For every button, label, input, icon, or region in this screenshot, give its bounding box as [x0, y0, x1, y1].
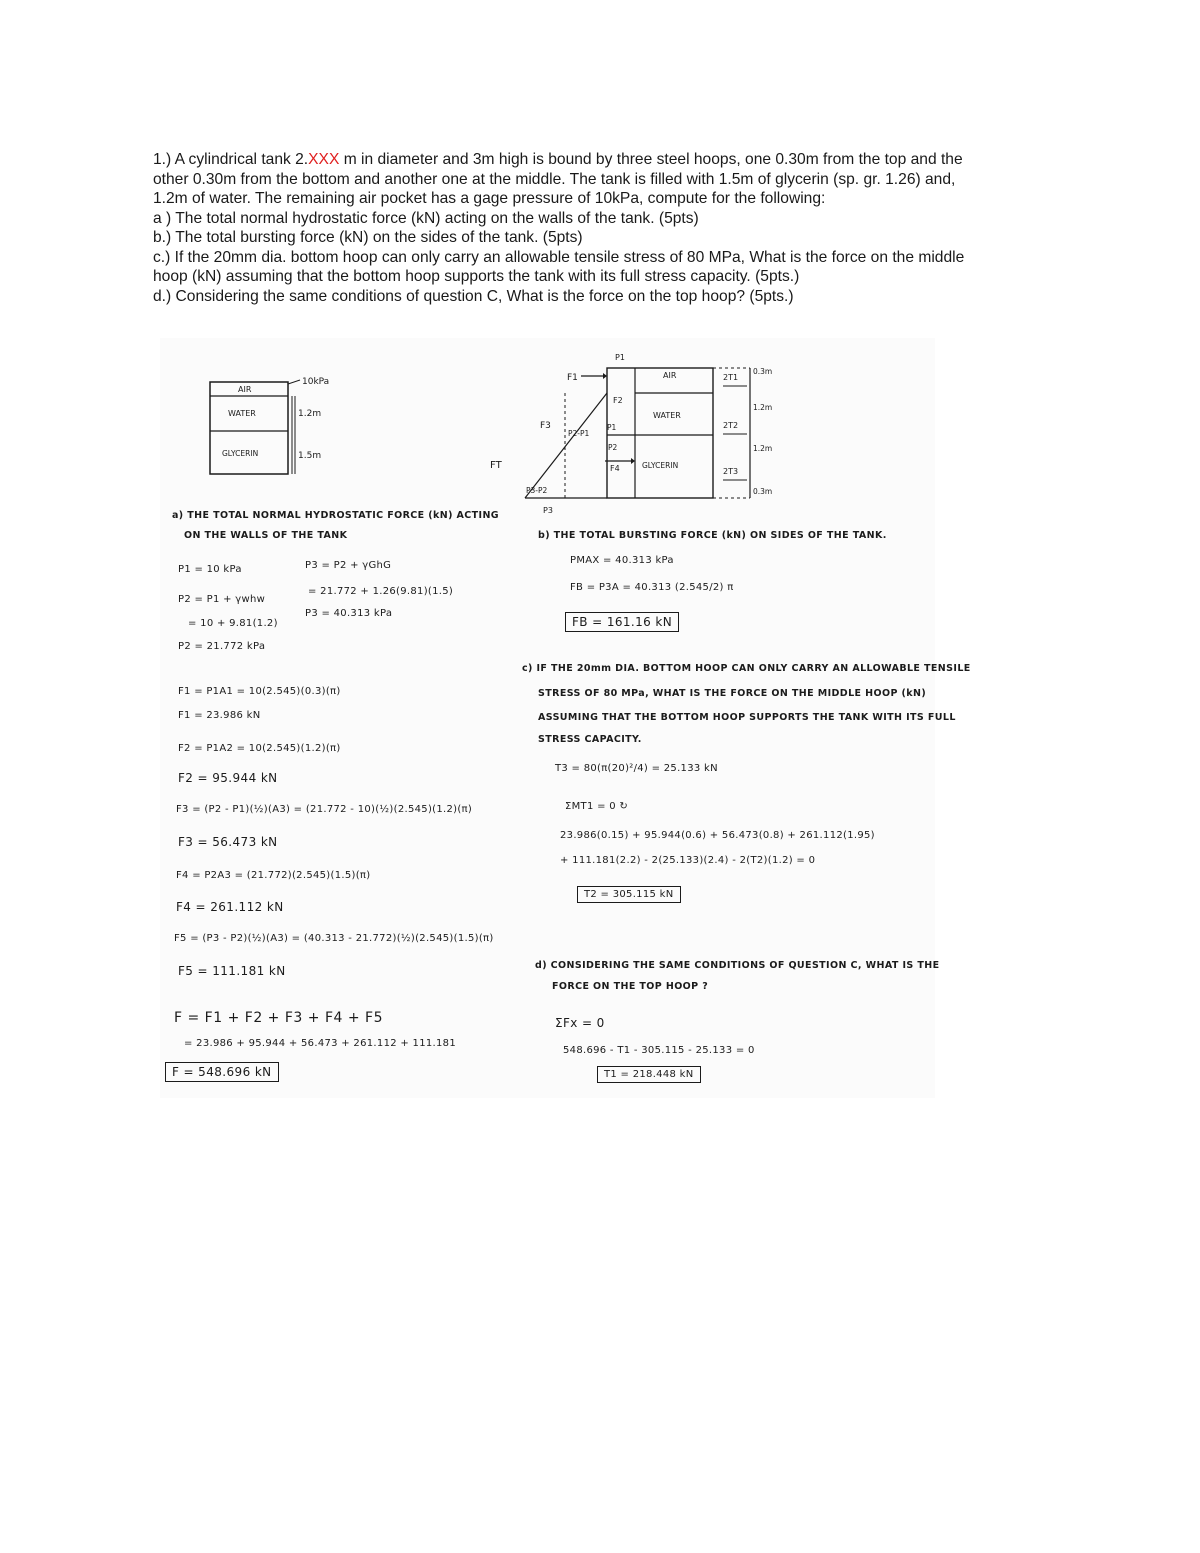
part-c-heading-2: STRESS OF 80 MPa, WHAT IS THE FORCE ON THE MIDDLE HOOP (kN) [538, 688, 927, 699]
p1-top-label: P1 [615, 353, 625, 362]
layer-air-label: AIR [238, 385, 252, 394]
problem-line-1 [153, 150, 1048, 170]
p3-result: P3 = 40.313 kPa [305, 608, 393, 619]
f1-result: F1 = 23.986 kN [178, 710, 261, 721]
f3-label: F3 [540, 421, 551, 431]
p2-result: P2 = 21.772 kPa [178, 641, 266, 652]
f2-label: F2 [613, 396, 623, 405]
part-b-heading: b) THE TOTAL BURSTING FORCE (kN) ON SIDES OF THE TANK. [538, 530, 887, 541]
p3-substitution: = 21.772 + 1.26(9.81)(1.5) [308, 586, 454, 597]
layer-glycerin-label: GLYCERIN [222, 449, 259, 458]
part-c-heading-4: STRESS CAPACITY. [538, 734, 642, 745]
layer-water-label: WATER [228, 409, 256, 418]
part-d-heading-1: d) CONSIDERING THE SAME CONDITIONS OF QUESTION C, WHAT IS THE [535, 960, 940, 971]
f3-equation: F3 = (P2 - P1)(½)(A3) = (21.772 - 10)(½)(2.545)(1.2)(π) [176, 804, 473, 815]
p2-label: P2 [608, 443, 618, 452]
sum-equation: F = F1 + F2 + F3 + F4 + F5 [174, 1010, 384, 1026]
t3-label: 2T3 [723, 467, 739, 476]
free-body-diagram [485, 348, 805, 523]
part-b-answer: FB = 161.16 kN [565, 612, 679, 632]
f5-result: F5 = 111.181 kN [178, 964, 286, 978]
p3-equation: P3 = P2 + γGhG [305, 560, 392, 571]
f3-result: F3 = 56.473 kN [178, 835, 278, 849]
p1-label: P1 [607, 423, 617, 432]
problem-line-1b: m in diameter and 3m high is bound by three steel hoops, one 0.30m from the top and the [339, 151, 963, 168]
part-a-answer: F = 548.696 kN [165, 1062, 279, 1082]
problem-line-2: other 0.30m from the bottom and another one at the middle. The tank is filled with 1.5m of glycerin (sp. gr. 1.26) and, [153, 170, 956, 188]
part-a-heading-2: ON THE WALLS OF THE TANK [184, 530, 348, 541]
p3-label: P3 [543, 506, 553, 515]
question-a: a ) The total normal hydrostatic force (kN) acting on the walls of the tank. (5pts) [153, 209, 699, 227]
question-c-line-2: hoop (kN) assuming that the bottom hoop supports the tank with its full stress capacity. (5pts.) [153, 268, 800, 285]
dim-top-label: 0.3m [753, 367, 773, 376]
tank-layers-diagram [200, 368, 400, 488]
pmax-value: PMAX = 40.313 kPa [570, 555, 674, 566]
moment-line-1: 23.986(0.15) + 95.944(0.6) + 56.473(0.8) + 261.112(1.95) [560, 830, 875, 841]
question-d: d.) Considering the same conditions of question C, What is the force on the top hoop? (5pts.) [153, 287, 794, 305]
f4-label: F4 [610, 464, 620, 473]
dim-bottom-label: 0.3m [753, 487, 773, 496]
t2-label: 2T2 [723, 421, 739, 430]
fbd-air-label: AIR [663, 371, 677, 380]
diameter-placeholder: XXX [308, 151, 340, 168]
p2-equation: P2 = P1 + γwhw [178, 594, 266, 605]
part-c-heading-3: ASSUMING THAT THE BOTTOM HOOP SUPPORTS THE TANK WITH ITS FULL [538, 712, 956, 723]
p3p2-label: P3-P2 [526, 486, 548, 495]
p1-value: P1 = 10 kPa [178, 564, 242, 575]
f1-label: F1 [567, 373, 578, 383]
f4-result: F4 = 261.112 kN [176, 900, 284, 914]
problem-statement [153, 150, 1048, 306]
fb-equation: FB = P3A = 40.313 (2.545/2) π [570, 582, 734, 593]
glycerin-height-label: 1.5m [298, 451, 322, 461]
water-height-label: 1.2m [298, 409, 322, 419]
moment-line-2: + 111.181(2.2) - 2(25.133)(2.4) - 2(T2)(1.2) = 0 [560, 855, 816, 866]
part-a-heading-1: a) THE TOTAL NORMAL HYDROSTATIC FORCE (kN) ACTING [172, 510, 500, 521]
t3-equation: T3 = 80(π(20)²/4) = 25.133 kN [555, 763, 718, 774]
question-c-line-1: c.) If the 20mm dia. bottom hoop can only carry an allowable tensile stress of 80 MPa, What is the force on the middle [153, 248, 965, 266]
air-pressure-label: 10kPa [302, 377, 330, 387]
dim-water-label: 1.2m [753, 403, 773, 412]
p2p1-label: P2-P1 [568, 429, 590, 438]
fbd-glycerin-label: GLYCERIN [642, 461, 679, 470]
part-d-answer: T1 = 218.448 kN [597, 1066, 701, 1083]
f2-equation: F2 = P1A2 = 10(2.545)(1.2)(π) [178, 743, 341, 754]
sum-substitution: = 23.986 + 95.944 + 56.473 + 261.112 + 111.181 [184, 1038, 456, 1049]
part-d-heading-2: FORCE ON THE TOP HOOP ? [552, 981, 709, 992]
problem-line-1a: 1.) A cylindrical tank 2. [153, 151, 309, 168]
dim-glycerin-label: 1.2m [753, 444, 773, 453]
t1-label: 2T1 [723, 373, 739, 382]
f4-equation: F4 = P2A3 = (21.772)(2.545)(1.5)(π) [176, 870, 371, 881]
ft-label: FT [490, 460, 502, 471]
question-b: b.) The total bursting force (kN) on the sides of the tank. (5pts) [153, 229, 583, 246]
p2-substitution: = 10 + 9.81(1.2) [188, 618, 278, 629]
fbd-water-label: WATER [653, 411, 681, 420]
part-c-answer: T2 = 305.115 kN [577, 886, 681, 903]
f2-result: F2 = 95.944 kN [178, 771, 278, 785]
part-d-equation: 548.696 - T1 - 305.115 - 25.133 = 0 [563, 1045, 755, 1056]
f1-equation: F1 = P1A1 = 10(2.545)(0.3)(π) [178, 686, 341, 697]
f5-equation: F5 = (P3 - P2)(½)(A3) = (40.313 - 21.772)(½)(2.545)(1.5)(π) [174, 933, 494, 944]
part-c-heading-1: c) IF THE 20mm DIA. BOTTOM HOOP CAN ONLY CARRY AN ALLOWABLE TENSILE [522, 663, 971, 674]
sum-fx: ΣFx = 0 [555, 1016, 605, 1030]
problem-line-3: 1.2m of water. The remaining air pocket has a gage pressure of 10kPa, compute for the following: [153, 190, 826, 207]
moment-sum: ΣMT1 = 0 ↻ [565, 801, 629, 812]
handwritten-solution [160, 338, 971, 1098]
